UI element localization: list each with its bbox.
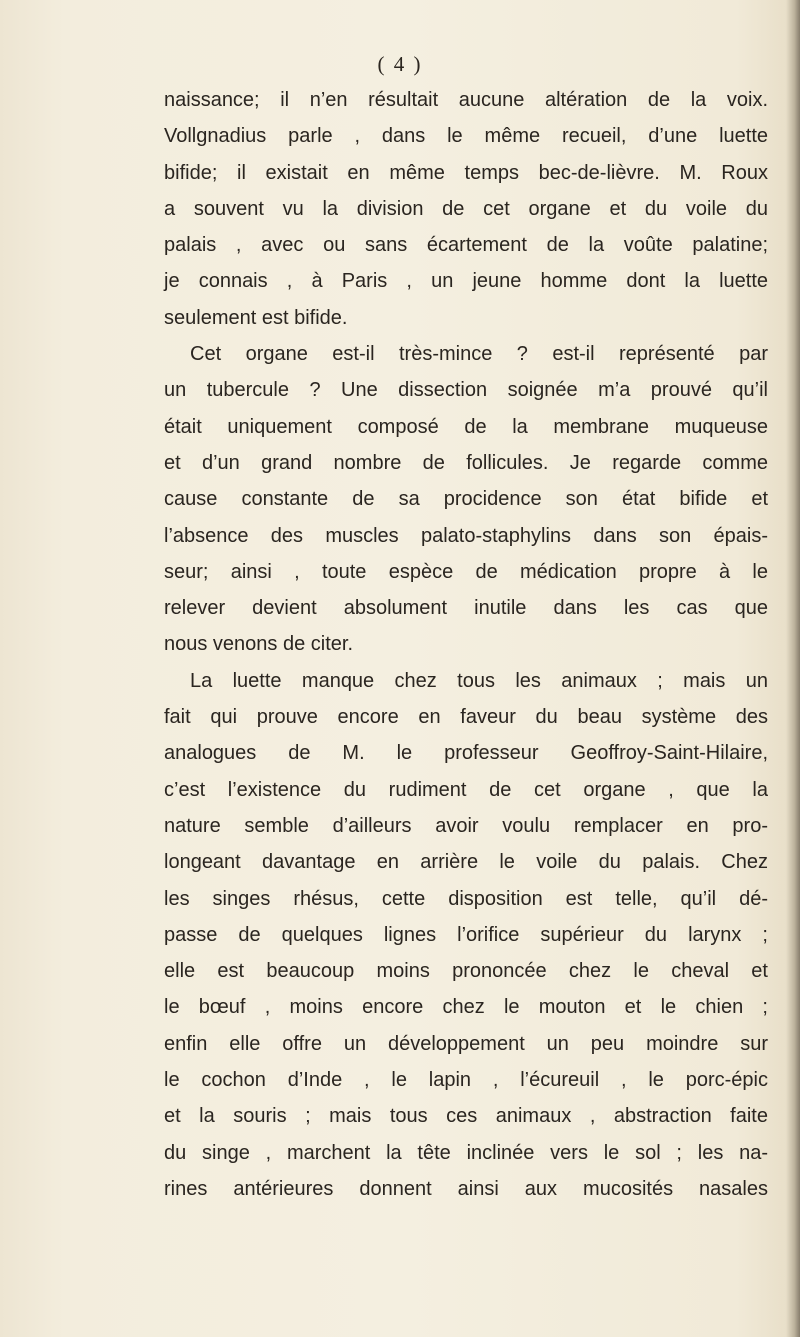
text-line: et la souris ; mais tous ces animaux , abstraction faite xyxy=(164,1105,768,1128)
text-line: elle est beaucoup moins prononcée chez le cheval et xyxy=(164,960,768,983)
text-line: seur; ainsi , toute espèce de médication propre à le xyxy=(164,560,768,583)
text-line: cause constante de sa procidence son état bifide et xyxy=(164,488,768,511)
text-line: le bœuf , moins encore chez le mouton et le chien ; xyxy=(164,996,768,1019)
text-line: nature semble d’ailleurs avoir voulu remplacer en pro- xyxy=(164,814,768,837)
text-line: seulement est bifide. xyxy=(164,306,348,329)
text-line: nous venons de citer. xyxy=(164,633,354,656)
text-line: le cochon d’Inde , le lapin , l’écureuil , le porc-épic xyxy=(164,1069,768,1092)
text-line: passe de quelques lignes l’orifice supérieur du larynx ; xyxy=(164,923,768,946)
text-line: rines antérieures donnent ainsi aux mucosités nasales xyxy=(164,1177,768,1200)
text-line: était uniquement composé de la membrane muqueuse xyxy=(164,415,768,438)
text-line: longeant davantage en arrière le voile du palais. Chez xyxy=(164,851,768,874)
text-line: Vollgnadius parle , dans le même recueil, d’une luette xyxy=(164,125,768,148)
text-line: a souvent vu la division de cet organe et du voile du xyxy=(164,197,768,220)
text-line: relever devient absolument inutile dans les cas que xyxy=(164,597,768,620)
text-line: les singes rhésus, cette disposition est telle, qu’il dé- xyxy=(164,887,768,910)
text-line: et d’un grand nombre de follicules. Je regarde comme xyxy=(164,451,768,474)
text-line: l’absence des muscles palato-staphylins dans son épais- xyxy=(164,524,768,547)
text-line: naissance; il n’en résultait aucune altération de la voix. xyxy=(164,89,768,111)
text-line: bifide; il existait en même temps bec-de-lièvre. M. Roux xyxy=(164,161,768,184)
text-line: c’est l’existence du rudiment de cet organe , que la xyxy=(164,778,768,801)
text-line: Cet organe est-il très-mince ? est-il représenté par xyxy=(190,343,768,366)
text-line: enfin elle offre un développement un peu moindre sur xyxy=(164,1032,768,1055)
text-line: un tubercule ? Une dissection soignée m’a prouvé qu’il xyxy=(164,379,768,402)
text-line: du singe , marchent la tête inclinée vers le sol ; les na- xyxy=(164,1141,768,1164)
text-line: analogues de M. le professeur Geoffroy-Saint-Hilaire, xyxy=(164,742,768,765)
page-edge-shadow xyxy=(786,0,800,1337)
text-line: La luette manque chez tous les animaux ; mais un xyxy=(190,669,768,692)
body-text xyxy=(164,82,768,1207)
text-line: je connais , à Paris , un jeune homme dont la luette xyxy=(164,270,768,293)
text-line: palais , avec ou sans écartement de la voûte palatine; xyxy=(164,234,768,257)
text-line: fait qui prouve encore en faveur du beau système des xyxy=(164,706,768,729)
page-number: ( 4 ) xyxy=(377,52,423,76)
